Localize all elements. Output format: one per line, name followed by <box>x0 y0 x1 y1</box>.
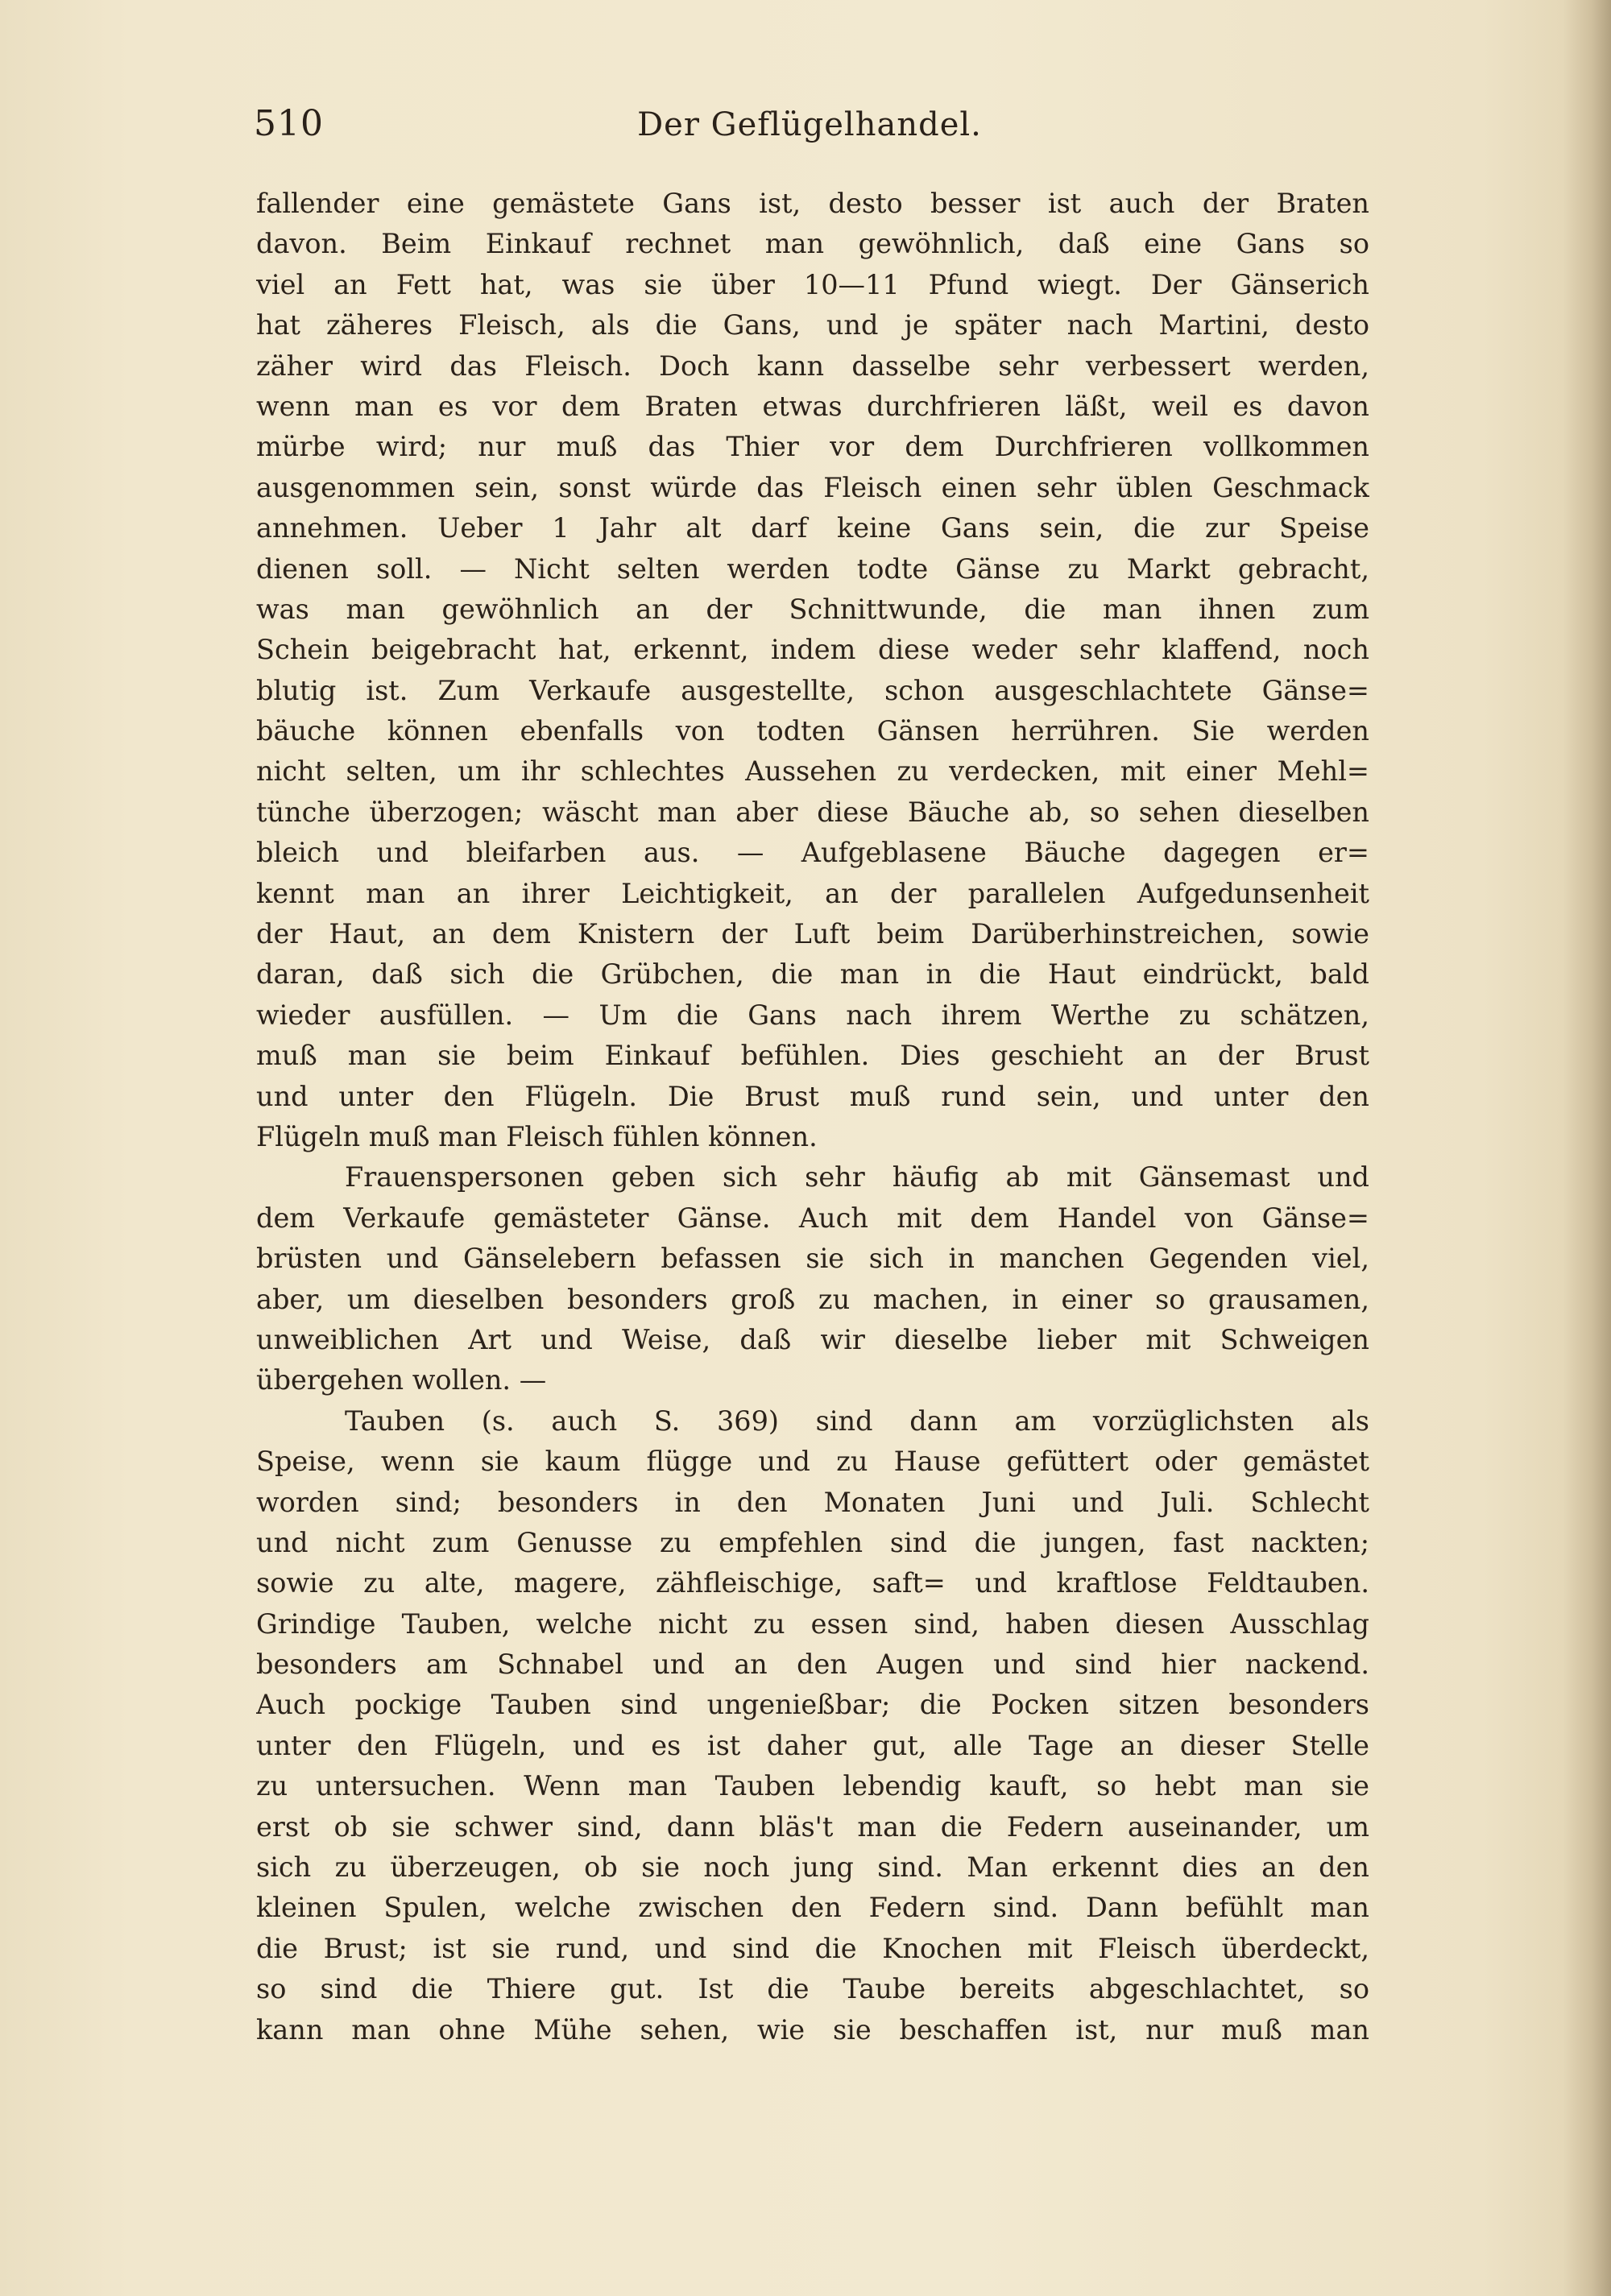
text-line: der Haut, an dem Knistern der Luft beim Darüberhinstreichen, sowie <box>256 918 1369 950</box>
text-line: annehmen. Ueber 1 Jahr alt darf keine Gans sein, die zur Speise <box>256 512 1369 544</box>
text-line: viel an Fett hat, was sie über 10—11 Pfund wiegt. Der Gänserich <box>256 268 1369 300</box>
text-line: so sind die Thiere gut. Ist die Taube bereits abgeschlachtet, so <box>256 1973 1369 2005</box>
text-line: wieder ausfüllen. — Um die Gans nach ihrem Werthe zu schätzen, <box>256 999 1369 1031</box>
text-line: nicht selten, um ihr schlechtes Aussehen zu verdecken, mit einer Mehl= <box>256 755 1369 788</box>
paragraph-start-line: Tauben (s. auch S. 369) sind dann am vorzüglichsten als <box>345 1404 1369 1437</box>
page-number: 510 <box>254 103 324 144</box>
page-header <box>254 103 1365 159</box>
text-line: unter den Flügeln, und es ist daher gut, alle Tage an dieser Stelle <box>256 1729 1369 1761</box>
text-line: worden sind; besonders in den Monaten Juni und Juli. Schlecht <box>256 1486 1369 1518</box>
paragraph-end-line: Flügeln muß man Fleisch fühlen können. <box>256 1120 818 1152</box>
text-line: die Brust; ist sie rund, und sind die Knochen mit Fleisch überdeckt, <box>256 1932 1369 1964</box>
text-line: kleinen Spulen, welche zwischen den Federn sind. Dann befühlt man <box>256 1892 1369 1924</box>
text-line: brüsten und Gänselebern befassen sie sich in manchen Gegenden viel, <box>256 1243 1369 1275</box>
text-line: blutig ist. Zum Verkaufe ausgestellte, schon ausgeschlachtete Gänse= <box>256 674 1369 706</box>
text-line: dienen soll. — Nicht selten werden todte Gänse zu Markt gebracht, <box>256 552 1369 585</box>
text-line: bleich und bleifarben aus. — Aufgeblasene Bäuche dagegen er= <box>256 837 1369 869</box>
text-line: besonders am Schnabel und an den Augen und sind hier nackend. <box>256 1649 1369 1681</box>
text-line: wenn man es vor dem Braten etwas durchfrieren läßt, weil es davon <box>256 390 1369 422</box>
text-line: tünche überzogen; wäscht man aber diese Bäuche ab, so sehen dieselben <box>256 796 1369 828</box>
text-line: kann man ohne Mühe sehen, wie sie beschaffen ist, nur muß man <box>256 2013 1369 2046</box>
text-line: zäher wird das Fleisch. Doch kann dasselbe sehr verbessert werden, <box>256 350 1369 382</box>
text-line: kennt man an ihrer Leichtigkeit, an der parallelen Aufgedunsenheit <box>256 877 1369 909</box>
page-edge-shadow <box>1563 0 1611 2296</box>
text-line: Auch pockige Tauben sind ungenießbar; die Pocken sitzen besonders <box>256 1689 1369 1721</box>
text-line: bäuche können ebenfalls von todten Gänsen herrühren. Sie werden <box>256 715 1369 747</box>
paragraph-start-line: Frauenspersonen geben sich sehr häufig ab mit Gänsemast und <box>345 1161 1369 1194</box>
running-title: Der Geflügelhandel. <box>637 106 982 143</box>
text-line: muß man sie beim Einkauf befühlen. Dies geschieht an der Brust <box>256 1040 1369 1072</box>
text-line: dem Verkaufe gemästeter Gänse. Auch mit dem Handel von Gänse= <box>256 1202 1369 1234</box>
text-line: unweiblichen Art und Weise, daß wir dieselbe lieber mit Schweigen <box>256 1323 1369 1355</box>
text-line: daran, daß sich die Grübchen, die man in die Haut eindrückt, bald <box>256 958 1369 991</box>
text-line: erst ob sie schwer sind, dann bläs't man die Federn auseinander, um <box>256 1810 1369 1843</box>
text-line: und unter den Flügeln. Die Brust muß rund sein, und unter den <box>256 1080 1369 1112</box>
text-line: fallender eine gemästete Gans ist, desto besser ist auch der Braten <box>256 188 1369 219</box>
text-line: mürbe wird; nur muß das Thier vor dem Durchfrieren vollkommen <box>256 431 1369 463</box>
text-line: zu untersuchen. Wenn man Tauben lebendig kauft, so hebt man sie <box>256 1770 1369 1802</box>
text-line: ausgenommen sein, sonst würde das Fleisch einen sehr üblen Geschmack <box>256 471 1369 503</box>
text-line: davon. Beim Einkauf rechnet man gewöhnlich, daß eine Gans so <box>256 228 1369 260</box>
text-line: und nicht zum Genusse zu empfehlen sind die jungen, fast nackten; <box>256 1526 1369 1558</box>
text-line: sowie zu alte, magere, zähfleischige, saft= und kraftlose Feldtauben. <box>256 1567 1369 1599</box>
text-line: sich zu überzeugen, ob sie noch jung sind. Man erkennt dies an den <box>256 1851 1369 1884</box>
body-text <box>256 184 1369 2050</box>
text-line: was man gewöhnlich an der Schnittwunde, die man ihnen zum <box>256 593 1369 625</box>
text-line: hat zäheres Fleisch, als die Gans, und je später nach Martini, desto <box>256 309 1369 341</box>
text-line: Schein beigebracht hat, erkennt, indem diese weder sehr klaffend, noch <box>256 634 1369 666</box>
text-line: aber, um dieselben besonders groß zu machen, in einer so grausamen, <box>256 1283 1369 1315</box>
text-line: Speise, wenn sie kaum flügge und zu Hause gefüttert oder gemästet <box>256 1446 1369 1478</box>
paragraph-end-line: übergehen wollen. — <box>256 1364 547 1396</box>
text-line: Grindige Tauben, welche nicht zu essen sind, haben diesen Ausschlag <box>256 1607 1369 1640</box>
